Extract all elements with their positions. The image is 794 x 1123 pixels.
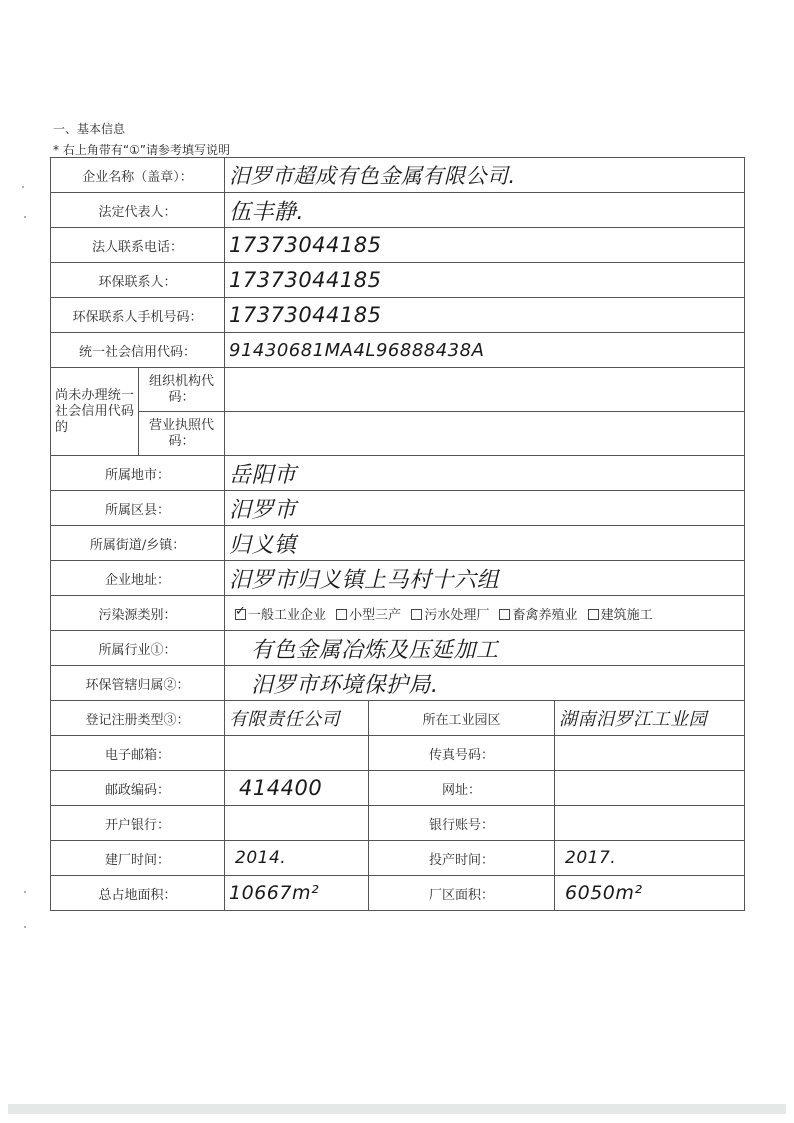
field-env-authority[interactable] (225, 666, 745, 701)
value-factory-area: 6050m² (565, 882, 643, 904)
scan-bottom-strip (8, 1104, 786, 1114)
field-industry[interactable] (225, 631, 745, 666)
field-bank[interactable] (225, 806, 369, 841)
row-env-authority (51, 666, 745, 701)
label-fax: 传真号码： (369, 736, 555, 771)
label-city: 所属地市： (51, 456, 225, 491)
value-postal: 414400 (239, 776, 323, 800)
field-address[interactable] (225, 561, 745, 596)
label-license-code: 营业执照代码： (139, 412, 225, 456)
label-email: 电子邮箱： (51, 736, 225, 771)
value-address: 汨罗市归义镇上马村十六组 (229, 567, 500, 593)
row-postal (51, 771, 745, 806)
row-company-name (51, 158, 745, 193)
label-env-contact: 环保联系人： (51, 263, 225, 298)
checkbox-checked-icon[interactable] (235, 609, 246, 620)
value-company-name: 汨罗市超成有色金属有限公司. (229, 164, 516, 188)
field-city[interactable] (225, 456, 745, 491)
label-legal-rep: 法定代表人： (51, 193, 225, 228)
option-label: 畜禽养殖业 (512, 607, 578, 623)
field-org-code[interactable] (225, 368, 745, 412)
option-label: 小型三产 (349, 607, 402, 623)
field-fax[interactable] (555, 736, 745, 771)
checkbox-icon[interactable] (499, 609, 510, 620)
row-bank (51, 806, 745, 841)
row-town (51, 526, 745, 561)
section-title: 一、基本信息 (53, 122, 126, 136)
scan-speck (22, 186, 24, 188)
value-industrial-park: 湖南汨罗江工业园 (559, 709, 708, 730)
label-pending-credit-code: 尚未办理统一社会信用代码的 (51, 368, 139, 456)
label-industrial-park: 所在工业园区 (369, 701, 555, 736)
row-env-contact (51, 263, 745, 298)
value-credit-code: 91430681MA4L96888438A (229, 339, 485, 361)
label-address: 企业地址： (51, 561, 225, 596)
option-label: 建筑施工 (600, 607, 653, 623)
label-built-time: 建厂时间： (51, 841, 225, 876)
field-industrial-park[interactable] (555, 701, 745, 736)
field-website[interactable] (555, 771, 745, 806)
label-production-time: 投产时间： (369, 841, 555, 876)
value-city: 岳阳市 (229, 462, 297, 488)
value-production-time: 2017. (565, 848, 617, 868)
label-postal: 邮政编码： (51, 771, 225, 806)
value-industry: 有色金属冶炼及压延加工 (251, 637, 499, 663)
label-bank: 开户银行： (51, 806, 225, 841)
label-pollution-type: 污染源类别： (51, 596, 225, 631)
scan-speck (24, 216, 26, 218)
option-label: 一般工业企业 (248, 607, 327, 623)
row-legal-rep (51, 193, 745, 228)
option-label: 污水处理厂 (424, 607, 490, 623)
field-company-name[interactable] (225, 158, 745, 193)
scan-speck (24, 891, 26, 893)
field-postal[interactable] (225, 771, 369, 806)
field-town[interactable] (225, 526, 745, 561)
field-pollution-type (225, 596, 745, 631)
label-reg-type: 登记注册类型③： (51, 701, 225, 736)
row-license-code (51, 412, 745, 456)
value-county: 汨罗市 (229, 497, 297, 523)
checkbox-icon[interactable] (588, 609, 599, 620)
field-legal-rep[interactable] (225, 193, 745, 228)
field-production-time[interactable] (555, 841, 745, 876)
value-town: 归义镇 (229, 532, 297, 558)
row-legal-phone (51, 228, 745, 263)
row-org-code (51, 368, 745, 412)
row-built-time (51, 841, 745, 876)
row-credit-code (51, 333, 745, 368)
value-env-contact: 17373044185 (229, 268, 382, 292)
field-credit-code[interactable] (225, 333, 745, 368)
value-built-time: 2014. (235, 848, 287, 868)
label-bank-account: 银行账号： (369, 806, 555, 841)
value-legal-rep: 伍丰静. (229, 199, 305, 225)
field-total-area[interactable] (225, 876, 369, 911)
checkbox-icon[interactable] (336, 609, 347, 620)
value-reg-type: 有限责任公司 (229, 709, 341, 730)
label-company-name: 企业名称（盖章）： (51, 158, 225, 193)
label-org-code: 组织机构代码： (139, 368, 225, 412)
value-env-mobile: 17373044185 (229, 303, 382, 327)
row-county (51, 491, 745, 526)
label-industry: 所属行业①： (51, 631, 225, 666)
fill-note: * 右上角带有“①”请参考填写说明 (53, 143, 231, 157)
field-county[interactable] (225, 491, 745, 526)
basic-info-table (50, 157, 745, 911)
field-env-contact[interactable] (225, 263, 745, 298)
label-legal-phone: 法人联系电话： (51, 228, 225, 263)
label-town: 所属街道/乡镇： (51, 526, 225, 561)
label-env-authority: 环保管辖归属②： (51, 666, 225, 701)
row-reg-type (51, 701, 745, 736)
label-total-area: 总占地面积： (51, 876, 225, 911)
value-legal-phone: 17373044185 (229, 233, 382, 257)
field-legal-phone[interactable] (225, 228, 745, 263)
checkbox-icon[interactable] (411, 609, 422, 620)
row-city (51, 456, 745, 491)
field-email[interactable] (225, 736, 369, 771)
row-pollution-type (51, 596, 745, 631)
label-website: 网址： (369, 771, 555, 806)
field-license-code[interactable] (225, 412, 745, 456)
field-bank-account[interactable] (555, 806, 745, 841)
label-factory-area: 厂区面积： (369, 876, 555, 911)
row-address (51, 561, 745, 596)
value-env-authority: 汨罗市环境保护局. (251, 672, 439, 698)
value-total-area: 10667m² (229, 882, 320, 904)
row-email (51, 736, 745, 771)
label-credit-code: 统一社会信用代码： (51, 333, 225, 368)
row-industry (51, 631, 745, 666)
row-area (51, 876, 745, 911)
label-county: 所属区县： (51, 491, 225, 526)
row-env-mobile (51, 298, 745, 333)
field-factory-area[interactable] (555, 876, 745, 911)
scan-speck (24, 926, 26, 928)
label-env-mobile: 环保联系人手机号码： (51, 298, 225, 333)
field-env-mobile[interactable] (225, 298, 745, 333)
field-built-time[interactable] (225, 841, 369, 876)
field-reg-type[interactable] (225, 701, 369, 736)
